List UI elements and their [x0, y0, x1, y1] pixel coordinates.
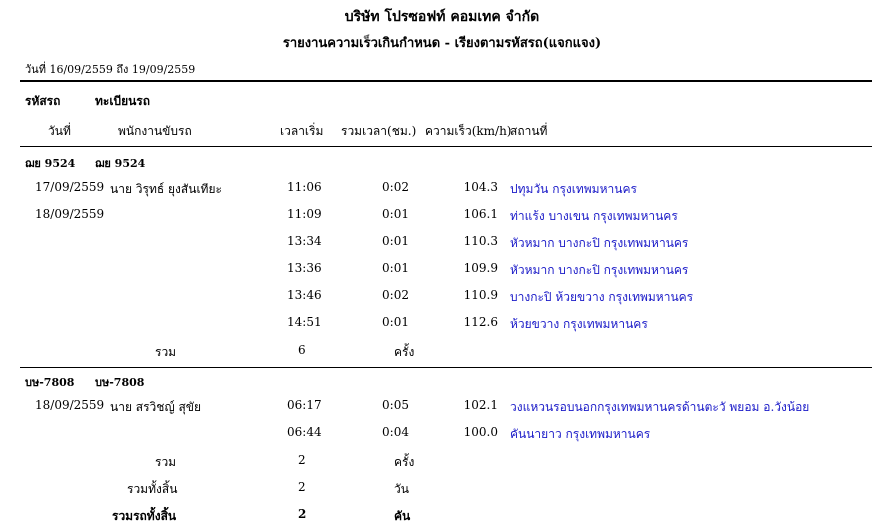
row-time: 06:44	[287, 425, 322, 439]
column-driver: พนักงานขับรถ	[118, 124, 192, 138]
group-separator-rule	[20, 367, 872, 368]
row-speed: 112.6	[463, 315, 498, 329]
row-date: 18/09/2559	[35, 207, 105, 221]
group-total-unit: ครั้ง	[394, 455, 415, 469]
summary-vehicles-unit: คัน	[394, 509, 411, 523]
row-time: 13:34	[287, 234, 322, 248]
row-date: 18/09/2559	[35, 398, 105, 412]
group-total-label: รวม	[155, 345, 177, 359]
group-plate: ฌย 9524	[95, 157, 146, 170]
row-speed: 102.1	[463, 398, 498, 412]
column-plate: ทะเบียนรถ	[95, 94, 151, 108]
row-time: 13:36	[287, 261, 322, 275]
row-time: 11:09	[287, 207, 322, 221]
row-duration: 0:01	[382, 315, 409, 329]
row-location: หัวหมาก บางกะปิ กรุงเทพมหานคร	[510, 263, 689, 277]
date-range: วันที่ 16/09/2559 ถึง 19/09/2559	[25, 63, 196, 76]
column-date: วันที่	[48, 124, 71, 138]
summary-days-label: รวมทั้งสิ้น	[127, 482, 178, 496]
row-driver: นาย สรวิชญ์ สุขัย	[110, 400, 202, 414]
group-total-value: 6	[298, 343, 306, 357]
row-time: 14:51	[287, 315, 322, 329]
summary-days-unit: วัน	[394, 482, 409, 496]
group-plate: บษ-7808	[95, 376, 145, 389]
group-total-value: 2	[298, 453, 306, 467]
row-time: 06:17	[287, 398, 322, 412]
row-location: บางกะปิ ห้วยขวาง กรุงเทพมหานคร	[510, 290, 694, 304]
group-vehicle-code: ฌย 9524	[25, 157, 76, 170]
row-driver: นาย วิรุทธ์ ยุงสันเทียะ	[110, 182, 222, 196]
row-speed: 110.3	[463, 234, 498, 248]
row-duration: 0:01	[382, 234, 409, 248]
company-name: บริษัท โปรซอฟท์ คอมเทค จำกัด	[344, 9, 540, 25]
row-date: 17/09/2559	[35, 180, 105, 194]
row-location: ท่าแร้ง บางเขน กรุงเทพมหานคร	[510, 209, 678, 223]
group-total-unit: ครั้ง	[394, 345, 415, 359]
row-speed: 100.0	[463, 425, 498, 439]
row-speed: 110.9	[463, 288, 498, 302]
report-title: รายงานความเร็วเกินกำหนด - เรียงตามรหัสรถ(แจกแจง)	[282, 36, 602, 51]
column-start-time: เวลาเริ่ม	[280, 124, 324, 138]
row-duration: 0:01	[382, 261, 409, 275]
summary-vehicles-label: รวมรถทั้งสิ้น	[112, 509, 177, 523]
row-speed: 104.3	[463, 180, 498, 194]
column-vehicle-code: รหัสรถ	[25, 94, 61, 108]
row-duration: 0:02	[382, 180, 409, 194]
row-location: วงแหวนรอบนอกกรุงเทพมหานครด้านตะวั พยอม อ.วังน้อย	[510, 400, 810, 414]
group-total-label: รวม	[155, 455, 177, 469]
column-speed: ความเร็ว(km/h)	[425, 124, 512, 138]
group-vehicle-code: บษ-7808	[25, 376, 75, 389]
summary-vehicles-value: 2	[298, 507, 307, 521]
row-duration: 0:02	[382, 288, 409, 302]
column-location: สถานที่	[510, 124, 548, 138]
header-top-rule	[20, 80, 872, 82]
row-speed: 106.1	[463, 207, 498, 221]
row-location: คันนายาว กรุงเทพมหานคร	[510, 427, 651, 441]
row-location: ห้วยขวาง กรุงเทพมหานคร	[510, 317, 648, 331]
row-location: หัวหมาก บางกะปิ กรุงเทพมหานคร	[510, 236, 689, 250]
header-bottom-rule	[20, 146, 872, 147]
row-time: 11:06	[287, 180, 322, 194]
row-location: ปทุมวัน กรุงเทพมหานคร	[510, 182, 637, 196]
column-duration: รวมเวลา(ชม.)	[341, 124, 417, 138]
row-duration: 0:05	[382, 398, 409, 412]
row-duration: 0:01	[382, 207, 409, 221]
row-duration: 0:04	[382, 425, 409, 439]
row-time: 13:46	[287, 288, 322, 302]
row-speed: 109.9	[463, 261, 498, 275]
summary-days-value: 2	[298, 480, 306, 494]
